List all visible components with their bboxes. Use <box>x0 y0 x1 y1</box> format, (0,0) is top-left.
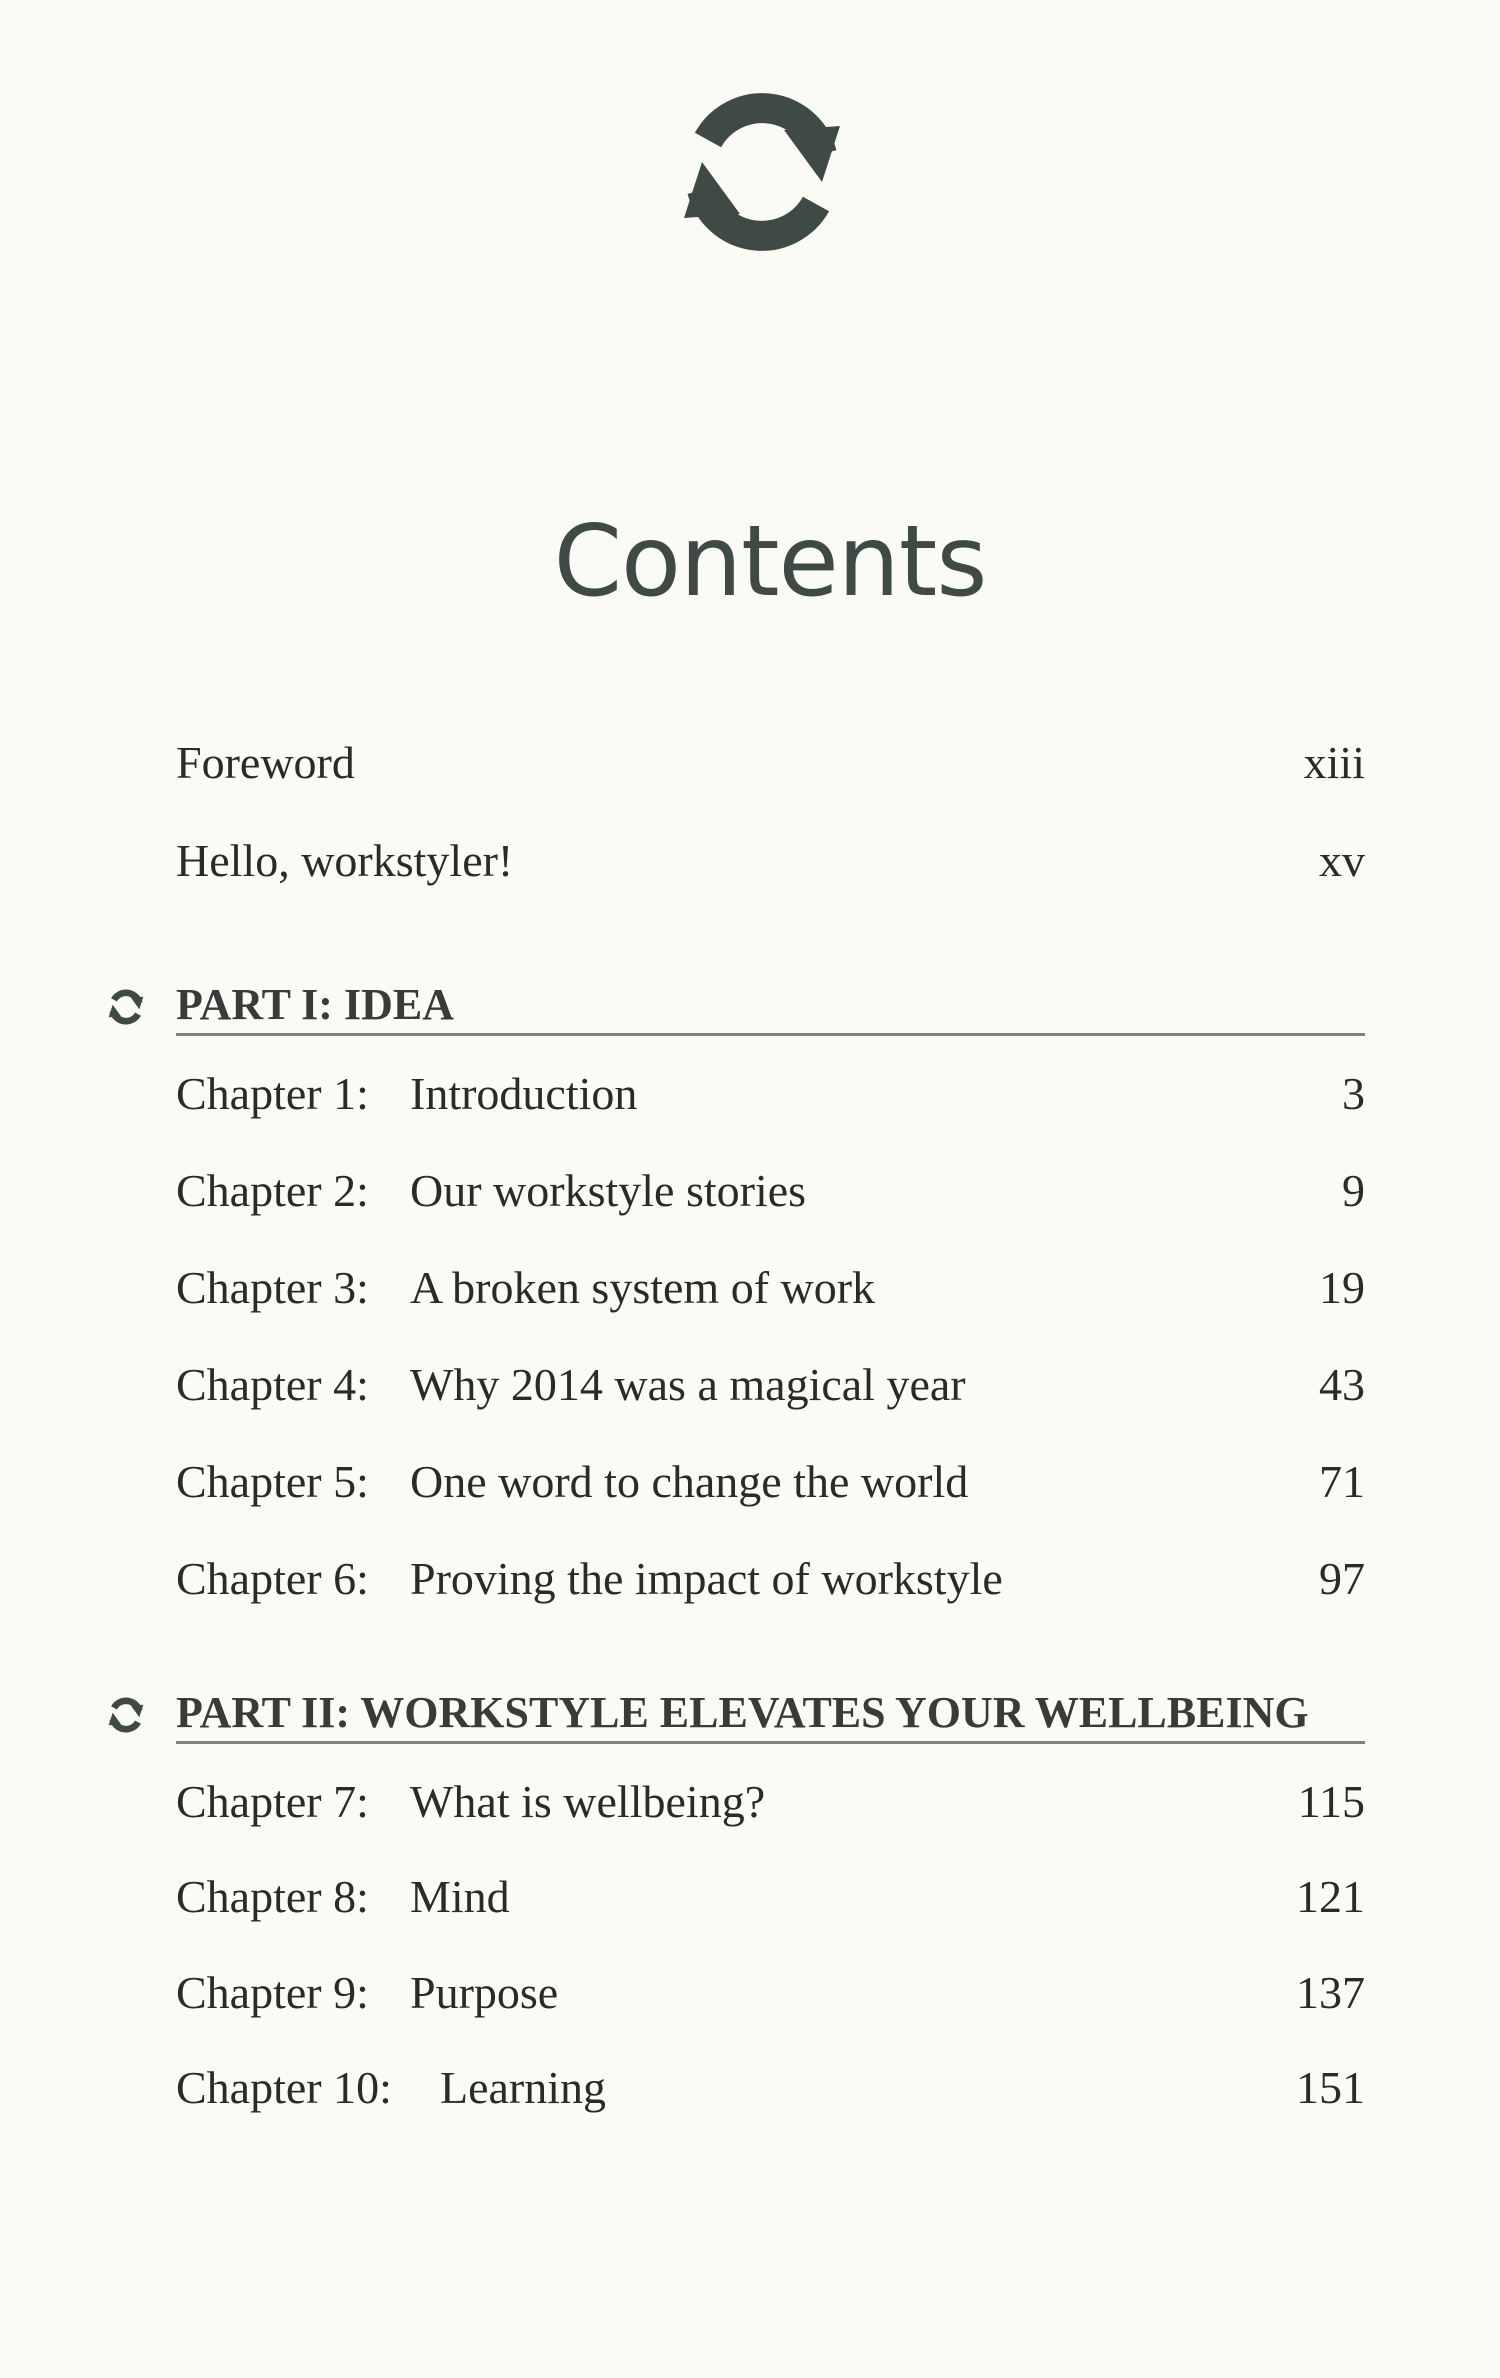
part-divider <box>176 1741 1365 1744</box>
chapter-title: Purpose <box>410 1967 559 2018</box>
toc-entry-chapter[interactable] <box>176 1862 1365 1932</box>
part-title: PART I: IDEA <box>176 980 454 1029</box>
chapter-number: Chapter 5: <box>176 1456 369 1507</box>
chapter-number: Chapter 10: <box>176 2062 392 2113</box>
entry-page-number: 97 <box>1319 1553 1365 1604</box>
toc-entry-chapter[interactable] <box>176 1350 1365 1420</box>
entry-page-number: 43 <box>1319 1359 1365 1410</box>
chapter-title: Learning <box>440 2062 607 2113</box>
chapter-title: One word to change the world <box>410 1456 969 1507</box>
part-divider <box>176 1033 1365 1036</box>
chapter-title: What is wellbeing? <box>410 1776 766 1827</box>
toc-entry-chapter[interactable] <box>176 1544 1365 1614</box>
entry-page-number: 151 <box>1296 2062 1365 2113</box>
chapter-title: Our workstyle stories <box>410 1165 807 1216</box>
part-heading-1 <box>106 975 1365 1035</box>
entry-page-number: xv <box>1319 835 1365 886</box>
chapter-number: Chapter 6: <box>176 1553 369 1604</box>
chapter-number: Chapter 3: <box>176 1262 369 1313</box>
toc-entry-chapter[interactable] <box>176 1253 1365 1323</box>
page-title: Contents <box>553 505 987 619</box>
chapter-title: A broken system of work <box>410 1262 876 1313</box>
entry-page-number: 71 <box>1319 1456 1365 1507</box>
chapter-number: Chapter 2: <box>176 1165 369 1216</box>
chapter-title: Mind <box>410 1871 510 1922</box>
part-heading-2 <box>106 1683 1365 1743</box>
refresh-arrows-icon <box>106 1695 146 1735</box>
entry-page-number: 9 <box>1342 1165 1365 1216</box>
entry-page-number: xiii <box>1303 737 1365 788</box>
toc-entry-chapter[interactable] <box>176 1156 1365 1226</box>
toc-entry-chapter[interactable] <box>176 1958 1365 2028</box>
chapter-title: Introduction <box>410 1068 638 1119</box>
entry-page-number: 121 <box>1296 1871 1365 1922</box>
chapter-title: Proving the impact of workstyle <box>410 1553 1003 1604</box>
chapter-number: Chapter 1: <box>176 1068 369 1119</box>
chapter-title: Why 2014 was a magical year <box>410 1359 966 1410</box>
entry-page-number: 3 <box>1342 1068 1365 1119</box>
chapter-number: Chapter 7: <box>176 1776 369 1827</box>
toc-entry-chapter[interactable] <box>176 1767 1365 1837</box>
entry-title: Hello, workstyler! <box>176 835 514 886</box>
chapter-number: Chapter 9: <box>176 1967 369 2018</box>
toc-entry-foreword[interactable] <box>176 728 1365 798</box>
chapter-number: Chapter 4: <box>176 1359 369 1410</box>
entry-page-number: 137 <box>1296 1967 1365 2018</box>
entry-title: Foreword <box>176 737 355 788</box>
entry-page-number: 115 <box>1297 1776 1365 1827</box>
toc-entry-hello[interactable] <box>176 826 1365 896</box>
toc-entry-chapter[interactable] <box>176 1447 1365 1517</box>
toc-entry-chapter[interactable] <box>176 2053 1365 2123</box>
refresh-arrows-icon <box>672 82 852 262</box>
refresh-arrows-icon <box>106 987 146 1027</box>
part-title: PART II: WORKSTYLE ELEVATES YOUR WELLBEING <box>176 1688 1309 1737</box>
entry-page-number: 19 <box>1319 1262 1365 1313</box>
chapter-number: Chapter 8: <box>176 1871 369 1922</box>
toc-entry-chapter[interactable] <box>176 1059 1365 1129</box>
